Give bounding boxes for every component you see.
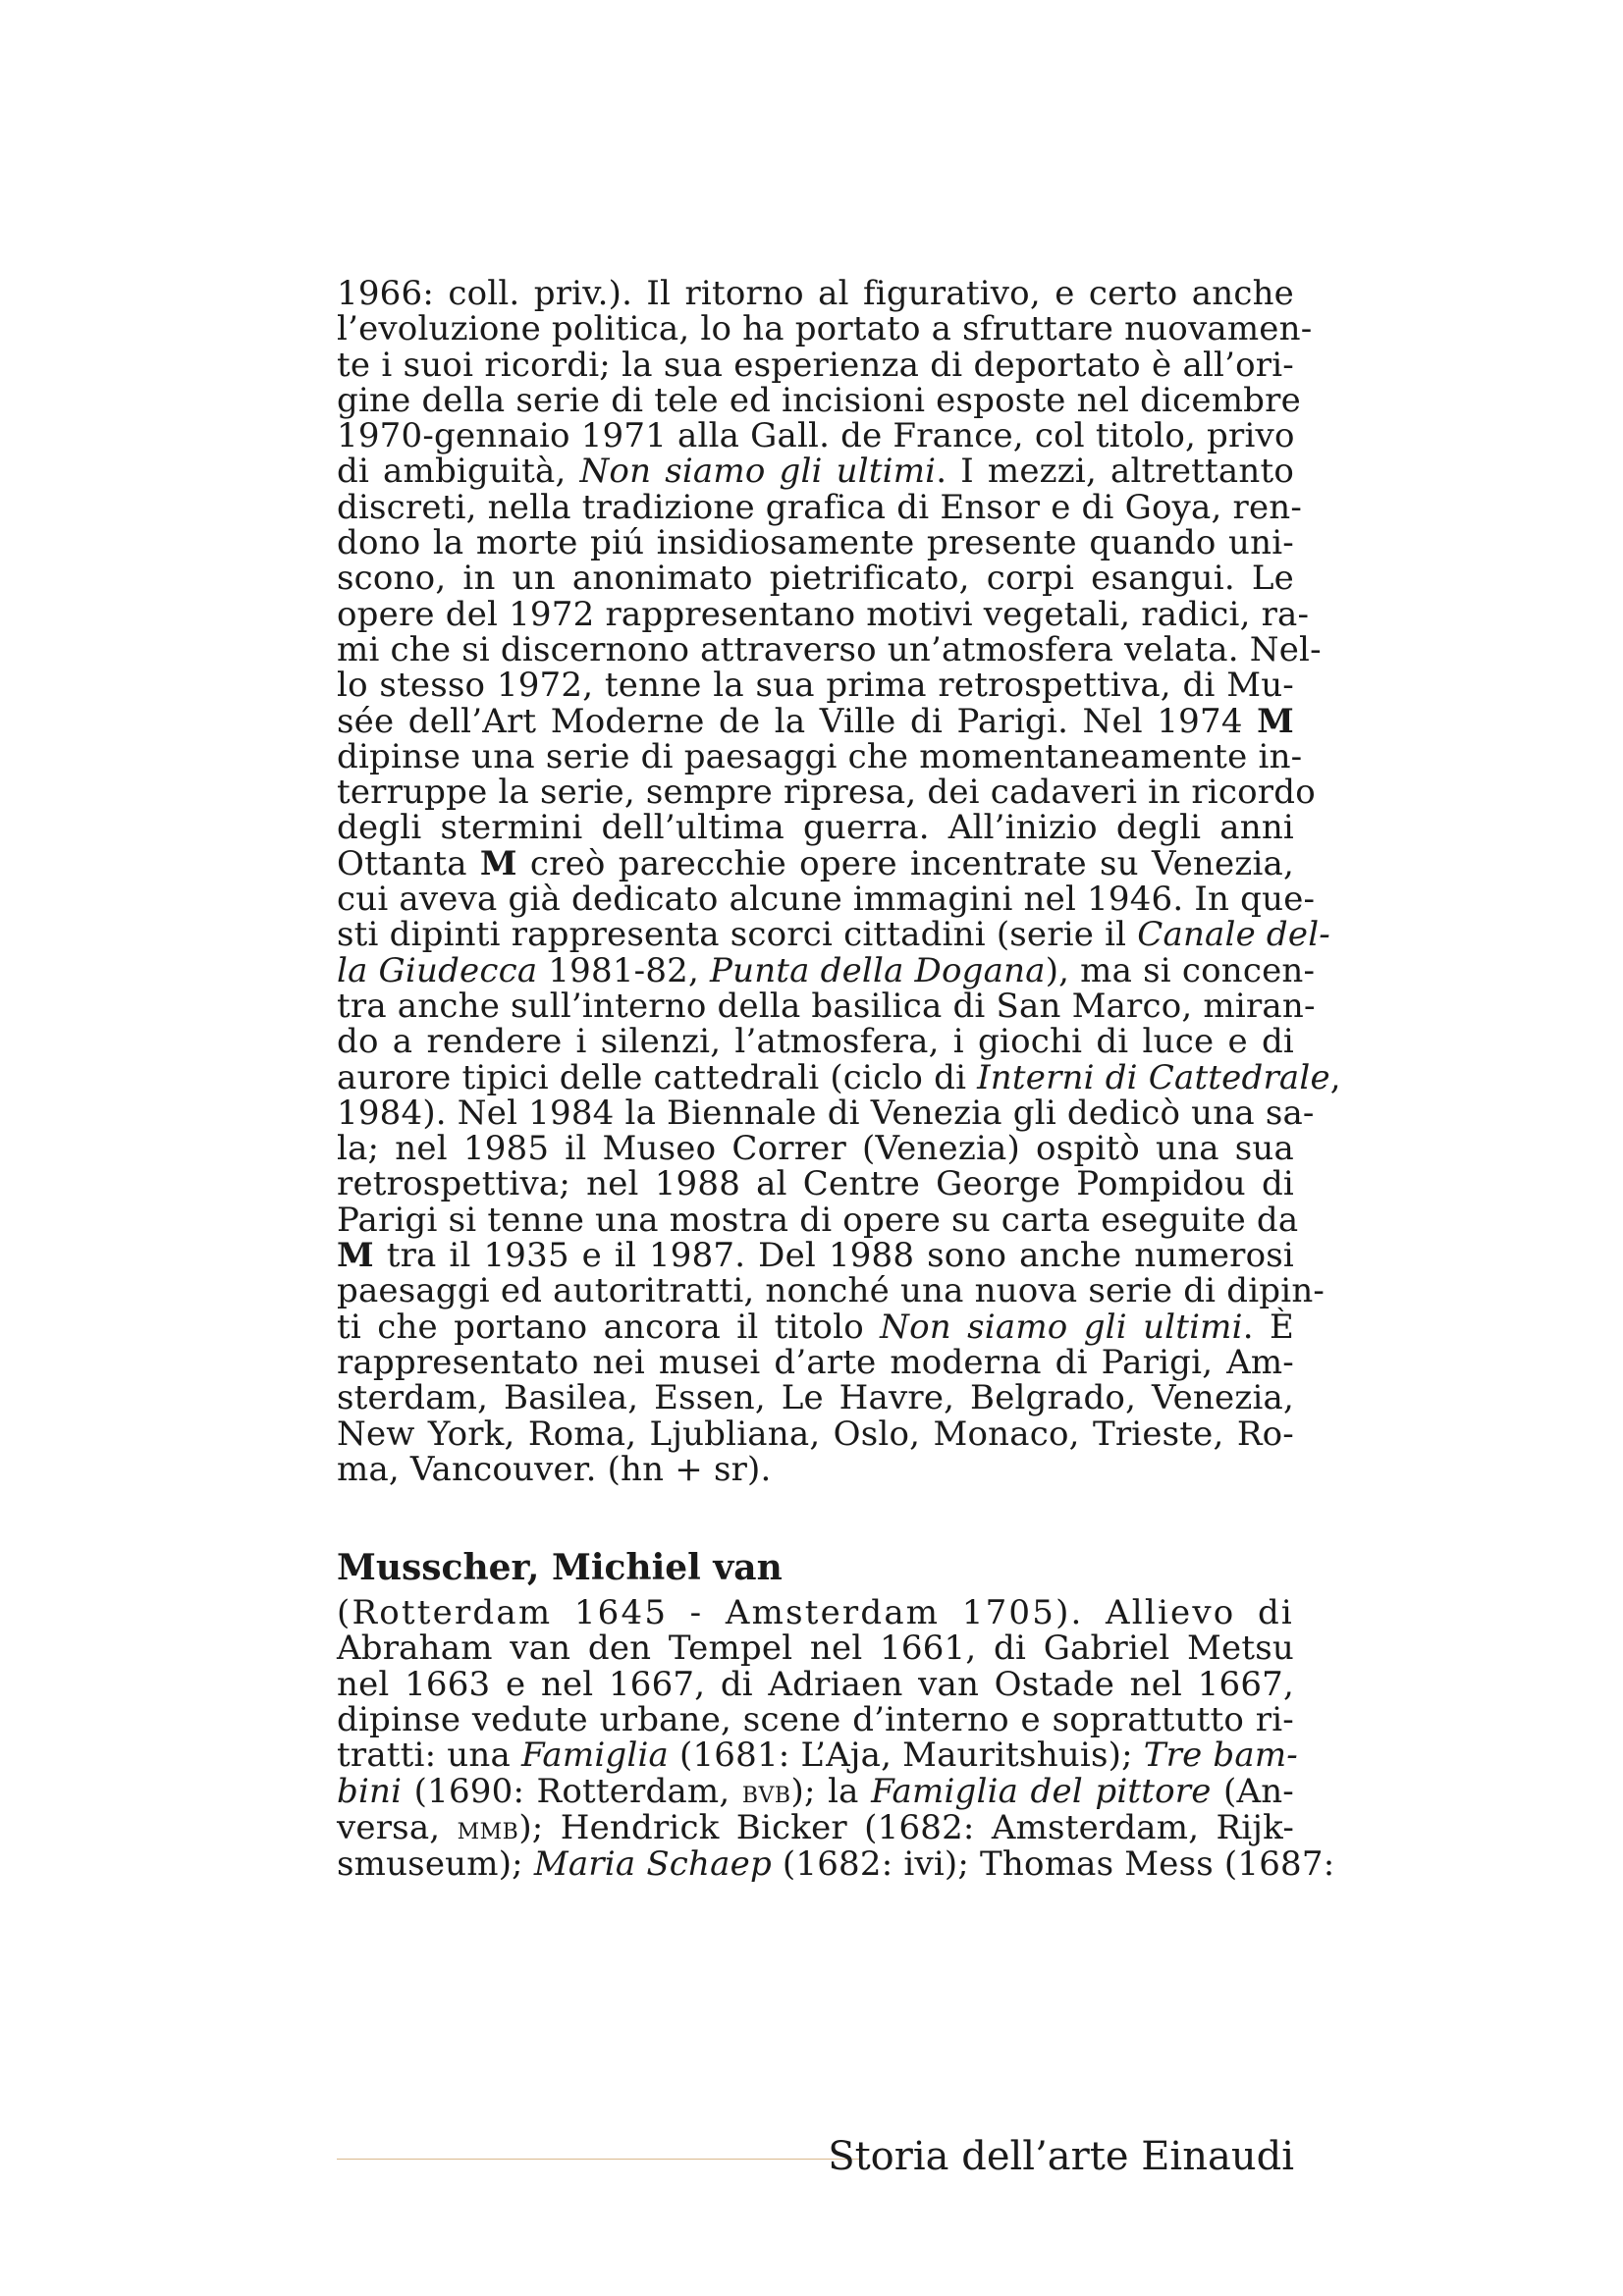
text-segment: bini — [337, 1771, 403, 1811]
text-segment: opere del 1972 rappresentano motivi vegetali, radici, ra- — [337, 594, 1310, 634]
entry-text — [337, 1593, 1335, 1885]
text-line — [337, 1593, 1294, 1633]
text-line — [337, 843, 1294, 883]
text-segment: (1681: L’Aja, Mauritshuis); — [669, 1735, 1144, 1776]
text-segment: nel 1663 e nel 1667, di Adriaen van Ostade nel 1667, — [337, 1664, 1294, 1704]
text-segment: . È — [1242, 1307, 1294, 1347]
text-segment: degli stermini dell’ultima guerra. All’inizio degli anni — [337, 808, 1294, 848]
text-segment: M — [479, 843, 517, 883]
text-line — [337, 736, 1303, 776]
text-segment: la Giudecca — [337, 950, 538, 990]
text-line — [337, 1271, 1325, 1311]
text-line — [337, 380, 1301, 420]
text-line — [337, 309, 1313, 349]
text-segment: (An- — [1211, 1771, 1294, 1811]
text-segment: sterdam, Basilea, Essen, Le Havre, Belgrado, Venezia, — [337, 1378, 1294, 1418]
text-line — [337, 418, 1294, 454]
text-line — [337, 880, 1316, 920]
text-line — [337, 276, 1294, 311]
text-line — [337, 1093, 1315, 1133]
text-segment: Non siamo gli ultimi — [880, 1307, 1243, 1347]
text-line — [337, 1164, 1294, 1204]
text-line — [337, 594, 1310, 634]
text-segment: versa, — [337, 1807, 458, 1847]
text-segment: Canale del- — [1137, 915, 1330, 955]
text-segment: mmb — [457, 1810, 519, 1846]
text-line — [337, 452, 1294, 492]
text-line — [337, 950, 1316, 990]
entry-title: Musscher, Michiel van — [337, 1547, 783, 1589]
text-segment: Tre bam- — [1143, 1735, 1298, 1776]
text-segment: discreti, nella tradizione grafica di Ensor e di Goya, ren- — [337, 487, 1303, 527]
text-segment: 1970-gennaio 1971 alla Gall. de France, col titolo, privo — [337, 416, 1295, 456]
text-segment: ); Hendrick Bicker (1682: Amsterdam, Rijk- — [518, 1807, 1295, 1847]
text-segment: cui aveva già dedicato alcune immagini nel 1946. In que- — [337, 880, 1316, 920]
text-segment: ma, Vancouver. (hn + sr). — [337, 1449, 772, 1489]
text-line — [337, 525, 1294, 561]
text-segment: tra il 1935 e il 1987. Del 1988 sono anche numerosi — [373, 1236, 1294, 1276]
text-segment: (1690: Rotterdam, — [402, 1771, 742, 1811]
text-line — [337, 1342, 1294, 1382]
text-line — [337, 1378, 1294, 1418]
text-segment: ); la — [790, 1771, 872, 1811]
text-segment: bvb — [741, 1774, 791, 1810]
text-line — [337, 1807, 1295, 1847]
text-segment: (1682: ivi); Thomas Mess (1687: — [771, 1844, 1335, 1885]
text-segment: rappresentato nei musei d’arte moderna di Parigi, Am- — [337, 1342, 1294, 1382]
text-segment: 1984). Nel 1984 la Biennale di Venezia gli dedicò una sa- — [337, 1093, 1315, 1133]
text-segment: (Rotterdam 1645 - Amsterdam 1705). Allievo di — [337, 1593, 1294, 1633]
text-segment: mi che si discernono attraverso un’atmosfera velata. Nel- — [337, 629, 1322, 669]
text-line — [337, 487, 1303, 527]
text-segment: Interni di Cattedrale — [977, 1057, 1330, 1097]
text-line — [337, 1699, 1294, 1739]
text-line — [337, 1629, 1294, 1669]
text-line — [337, 1771, 1294, 1811]
text-line — [337, 1844, 1335, 1885]
text-segment: creò parecchie opere incentrate su Venezia, — [516, 843, 1294, 883]
text-segment: dipinse una serie di paesaggi che momentaneamente in- — [337, 736, 1303, 776]
page-content — [337, 274, 1341, 1885]
text-segment: ), ma si concen- — [1045, 950, 1316, 990]
text-line — [337, 347, 1294, 383]
text-line — [337, 701, 1294, 741]
text-line — [337, 1449, 1294, 1489]
text-segment: dipinse vedute urbane, scene d’interno e soprattutto ri- — [337, 1699, 1294, 1739]
text-segment: 1966: coll. priv.). Il ritorno al figurativo, e certo anche — [337, 274, 1294, 313]
text-segment: Ottanta — [337, 843, 480, 883]
text-segment: 1981-82, — [537, 950, 711, 990]
text-line — [337, 1416, 1294, 1452]
text-line — [337, 1057, 1341, 1097]
text-segment: dono la morte piú insidiosamente presente quando uni- — [337, 523, 1294, 563]
text-line — [337, 559, 1294, 599]
text-line — [337, 1664, 1294, 1704]
text-segment: retrospettiva; nel 1988 al Centre George Pompidou di — [337, 1164, 1294, 1204]
text-line — [337, 1735, 1298, 1776]
text-line — [337, 773, 1316, 813]
text-segment: Parigi si tenne una mostra di opere su carta eseguite da — [337, 1200, 1299, 1240]
text-segment: sée dell’Art Moderne de la Ville di Parigi. Nel 1974 — [337, 701, 1258, 741]
text-line — [337, 1129, 1294, 1169]
text-segment: ti che portano ancora il titolo — [337, 1307, 881, 1347]
text-segment: la; nel 1985 il Museo Correr (Venezia) ospitò una sua — [337, 1129, 1294, 1169]
text-segment: aurore tipici delle cattedrali (ciclo di — [337, 1057, 978, 1097]
footer-text: Storia dell’arte Einaudi — [828, 2134, 1294, 2179]
text-segment: Non siamo gli ultimi — [579, 452, 937, 492]
text-line — [337, 1200, 1299, 1240]
text-segment: New York, Roma, Ljubliana, Oslo, Monaco, Trieste, Ro- — [337, 1414, 1294, 1454]
text-line — [337, 915, 1330, 955]
text-segment: Famiglia — [520, 1735, 669, 1776]
text-segment: lo stesso 1972, tenne la sua prima retrospettiva, di Mu- — [337, 666, 1294, 706]
text-segment: gine della serie di tele ed incisioni esposte nel dicembre — [337, 380, 1301, 420]
text-segment: di ambiguità, — [337, 452, 580, 492]
text-segment: tra anche sull’interno della basilica di San Marco, miran- — [337, 986, 1316, 1026]
text-line — [337, 1309, 1294, 1345]
text-segment: Punta della Dogana — [710, 950, 1046, 990]
text-segment: smuseum); — [337, 1844, 534, 1885]
text-segment: do a rendere i silenzi, l’atmosfera, i giochi di luce e di — [337, 1022, 1294, 1062]
text-segment: paesaggi ed autoritratti, nonché una nuova serie di dipin- — [337, 1271, 1325, 1311]
text-line — [337, 1022, 1294, 1062]
text-line — [337, 666, 1294, 706]
footer-rule — [337, 2159, 859, 2160]
text-line — [337, 986, 1316, 1026]
text-segment: te i suoi ricordi; la sua esperienza di deportato è all’ori- — [337, 345, 1294, 385]
text-segment: tratti: una — [337, 1735, 521, 1776]
text-segment: Famiglia del pittore — [871, 1771, 1212, 1811]
text-segment: , — [1329, 1057, 1341, 1097]
text-line — [337, 1236, 1294, 1276]
text-line — [337, 629, 1322, 669]
text-segment: sti dipinti rappresenta scorci cittadini (serie il — [337, 915, 1138, 955]
text-segment: M — [1257, 701, 1294, 741]
text-line — [337, 808, 1294, 848]
text-segment: terruppe la serie, sempre ripresa, dei cadaveri in ricordo — [337, 773, 1316, 813]
text-segment: Maria Schaep — [533, 1844, 772, 1885]
text-segment: . I mezzi, altrettanto — [936, 452, 1294, 492]
text-segment: Abraham van den Tempel nel 1661, di Gabriel Metsu — [337, 1629, 1294, 1669]
text-segment: scono, in un anonimato pietrificato, corpi esangui. Le — [337, 559, 1294, 599]
text-segment: l’evoluzione politica, lo ha portato a sfruttare nuovamen- — [337, 309, 1313, 349]
text-segment: M — [337, 1236, 374, 1276]
body-text — [337, 274, 1341, 1489]
